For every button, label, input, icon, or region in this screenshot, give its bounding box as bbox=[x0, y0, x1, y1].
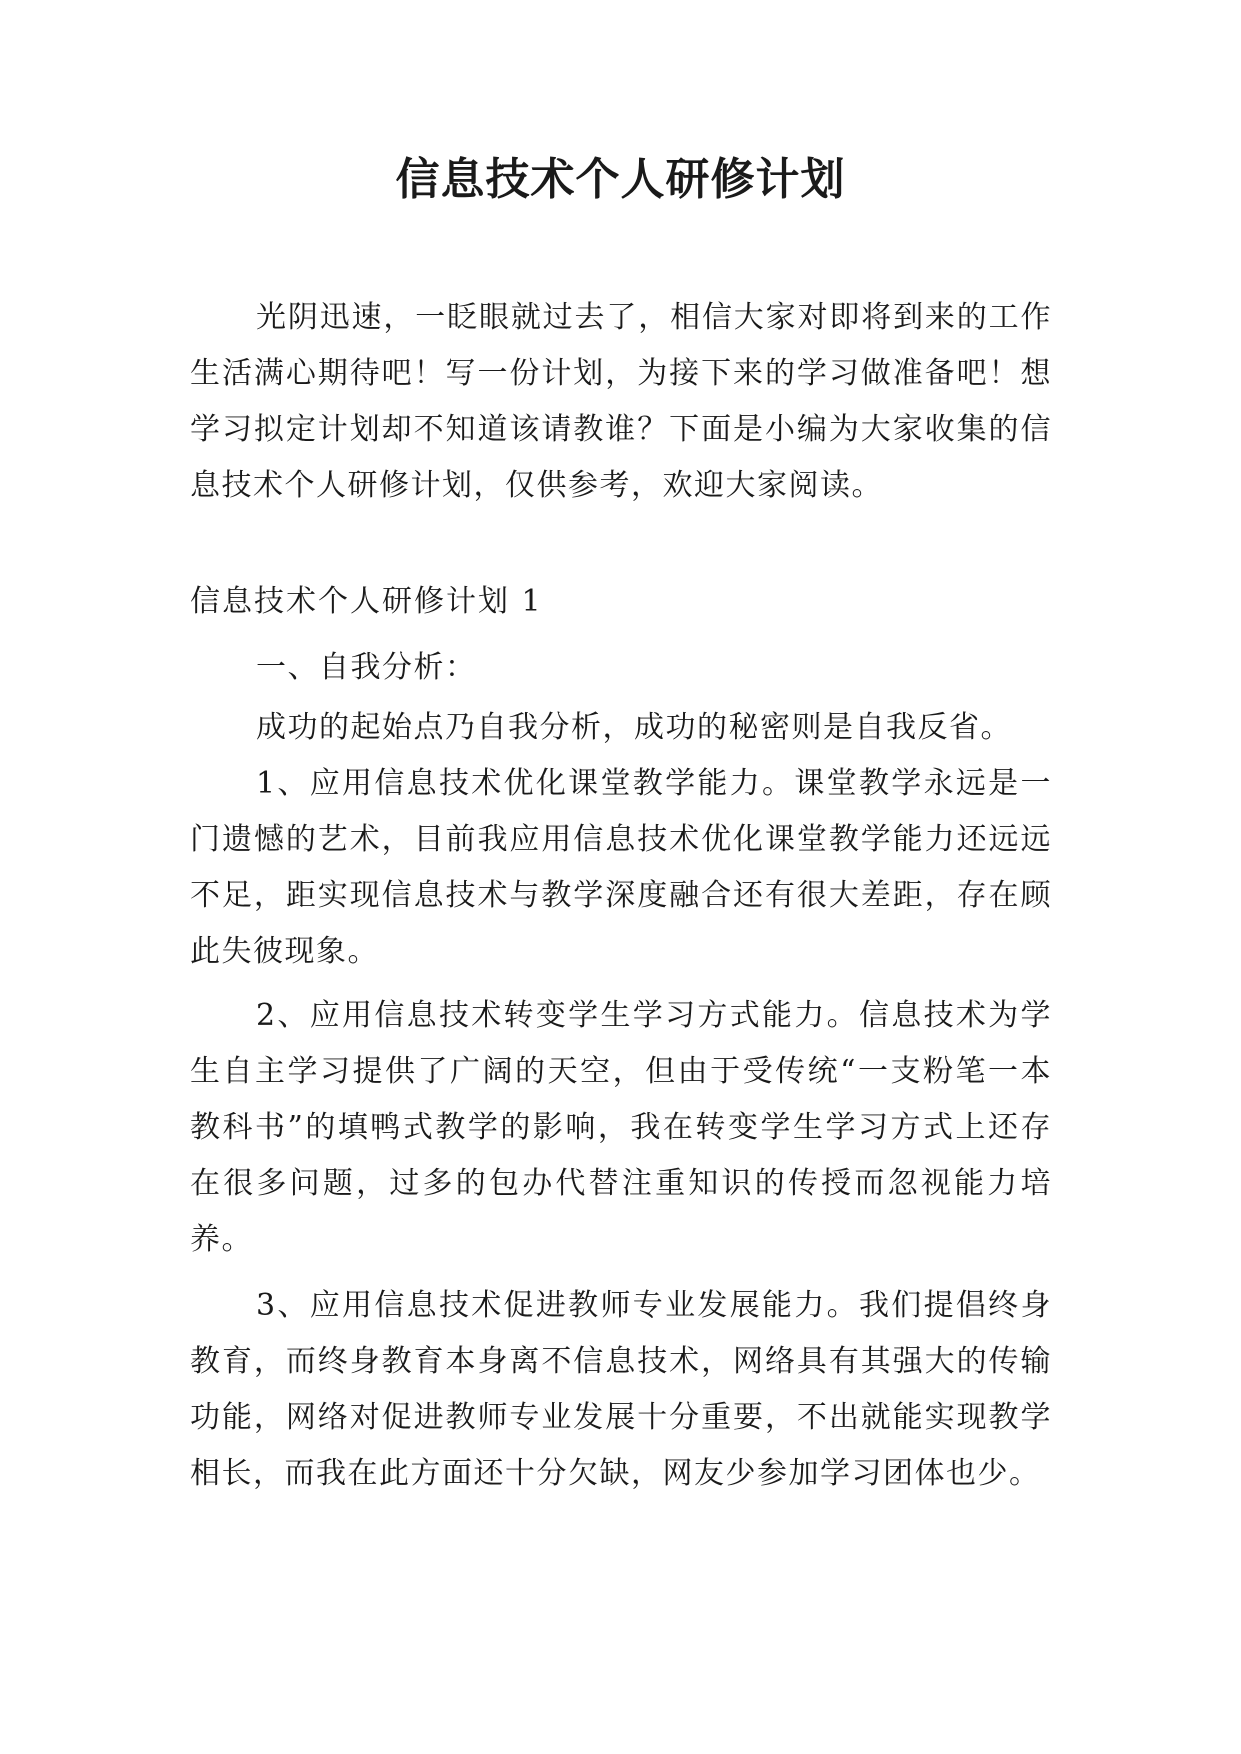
document-title: 信息技术个人研修计划 bbox=[395, 154, 846, 205]
intro-paragraph: 光阴迅速，一眨眼就过去了，相信大家对即将到来的工作生活满心期待吧！写一份计划，为接下来的学习做准备吧！想学习拟定计划却不知道该请教谁？下面是小编为大家收集的信息技术个人研修计划，仅供参考，欢迎大家阅读。 bbox=[190, 300, 1052, 503]
success-paragraph: 成功的起始点乃自我分析，成功的秘密则是自我反省。 bbox=[256, 710, 1012, 745]
analysis-item-3: 3、应用信息技术促进教师专业发展能力。我们提倡终身教育，而终身教育本身离不信息技术，网络具有其强大的传输功能，网络对促进教师专业发展十分重要，不出就能实现教学相长，而我在此方面还十分欠缺，网友少参加学习团体也少。 bbox=[190, 1288, 1052, 1491]
self-analysis-heading: 一、自我分析： bbox=[256, 650, 477, 685]
analysis-item-2: 2、应用信息技术转变学生学习方式能力。信息技术为学生自主学习提供了广阔的天空，但由于受传统“一支粉笔一本教科书”的填鸭式教学的影响，我在转变学生学习方式上还存在很多问题，过多的包办代替注重知识的传授而忽视能力培养。 bbox=[190, 998, 1052, 1257]
section-heading: 信息技术个人研修计划 1 bbox=[190, 584, 543, 619]
analysis-item-1: 1、应用信息技术优化课堂教学能力。课堂教学永远是一门遗憾的艺术，目前我应用信息技术优化课堂教学能力还远远不足，距实现信息技术与教学深度融合还有很大差距，存在顾此失彼现象。 bbox=[190, 766, 1052, 969]
